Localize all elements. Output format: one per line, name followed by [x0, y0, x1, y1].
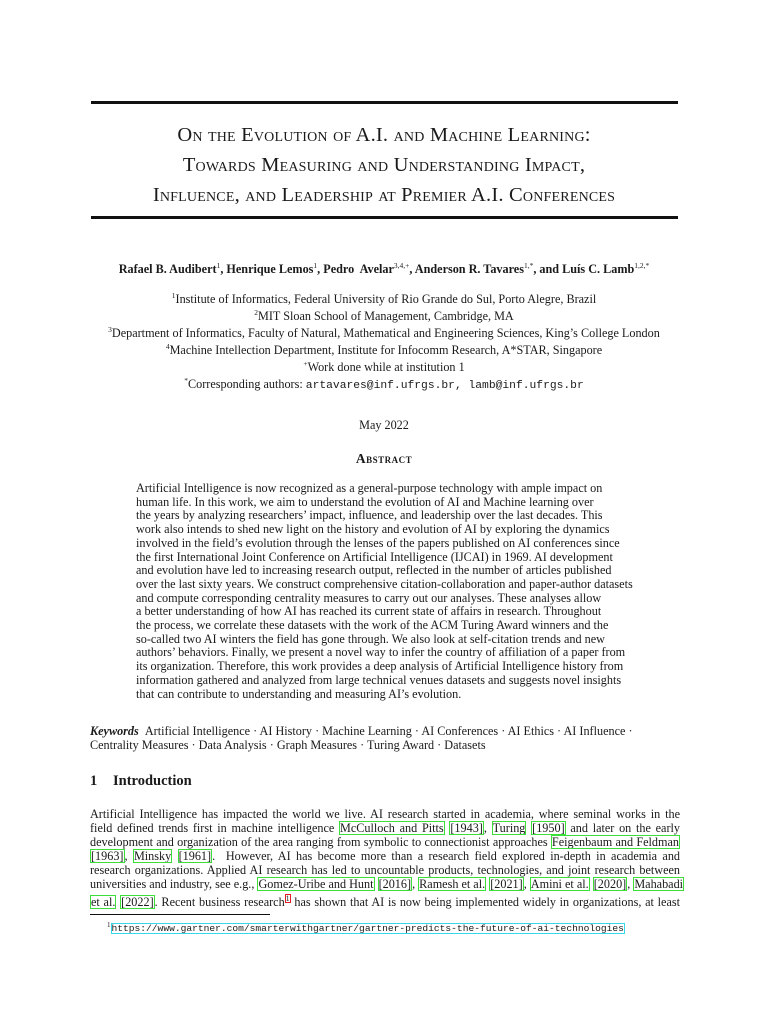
- affiliation-mark: 4: [165, 342, 170, 352]
- intro-line-text: [90, 849, 680, 863]
- text-run: ,: [523, 877, 530, 892]
- author-name: Luís C. Lamb: [562, 262, 635, 277]
- abstract-line: over the last sixty years. We construct comprehensive citation-collaboration and paper-author datasets: [136, 576, 633, 591]
- author-separator: ,: [317, 262, 324, 277]
- affiliation-mark: +: [303, 359, 308, 369]
- abstract-line: that can contribute to understanding and measuring AI’s evolution.: [136, 686, 462, 701]
- affiliation-text: MIT Sloan School of Management, Cambridge, MA: [258, 309, 514, 324]
- section-number: 1: [90, 773, 98, 789]
- footnote-url-link[interactable]: https://www.gartner.com/smarterwithgartner/gartner-predicts-the-future-of-ai-technologies: [111, 923, 624, 935]
- abstract-line: authors’ behaviors. Finally, we present a novel way to infer the country of affiliation of a paper from: [136, 645, 626, 660]
- citation-link[interactable]: [2022]: [121, 894, 154, 909]
- citation-link[interactable]: et al.: [91, 894, 116, 909]
- citation-link[interactable]: Turing: [492, 821, 526, 836]
- corresponding-authors: [40, 374, 728, 393]
- abstract-line: information gathered and analyzed from large technical venues datasets and suggests novel insights: [136, 672, 622, 687]
- author-affiliation-mark: 1,2,*: [634, 261, 650, 270]
- author-affiliation-mark: 1,*: [523, 261, 534, 270]
- intro-line: [90, 863, 680, 877]
- section-title: Introduction: [113, 773, 192, 789]
- abstract-line: a better understanding of how AI has reached its current state of affairs in research. Throughout: [136, 604, 602, 619]
- citation-link[interactable]: [1950]: [532, 821, 565, 836]
- abstract-line: human life. In this work, we aim to understand the evolution of AI and Machine learning over: [136, 494, 594, 509]
- title-bottom-rule: [91, 216, 678, 219]
- author-name: Henrique Lemos: [226, 262, 314, 277]
- intro-line-text: [90, 807, 680, 821]
- title-line: Towards Measuring and Understanding Impact,: [182, 154, 586, 176]
- keywords-block: [90, 724, 680, 752]
- text-run: ,: [412, 877, 419, 892]
- affiliation-line: [40, 340, 728, 357]
- author-separator: ,: [409, 262, 415, 277]
- abstract-line: Artificial Intelligence is now recognized as a general-purpose technology with ample impact on: [136, 481, 603, 495]
- text-run: [172, 849, 177, 863]
- author-affiliation-mark: 3,4,+: [393, 261, 410, 270]
- citation-link[interactable]: Ramesh et al.: [419, 877, 486, 892]
- author-separator: ,: [220, 262, 227, 277]
- citation-link[interactable]: McCulloch and Pitts: [340, 821, 444, 836]
- title-line: Influence, and Leadership at Premier A.I. Conferences: [152, 184, 616, 206]
- title-top-rule: [91, 101, 678, 104]
- affiliation-mark: 3: [108, 325, 112, 335]
- abstract-line: work also intends to shed new light on the history and evolution of AI by exploring the dynamics: [136, 522, 610, 537]
- citation-link[interactable]: [2020]: [593, 877, 627, 892]
- text-run: ,: [483, 821, 492, 836]
- author-separator: , and: [533, 262, 563, 277]
- citation-link[interactable]: [2016]: [378, 877, 412, 892]
- footnote-rule: [90, 914, 270, 915]
- title-line: On the Evolution of A.I. and Machine Learning:: [177, 124, 591, 146]
- citation-link[interactable]: Amini et al.: [530, 877, 589, 892]
- text-run: . However, AI has become more than a research field explored in-depth in academia and: [212, 849, 681, 864]
- abstract-line: the years by analyzing researchers’ impact, influence, and leadership over the last decades. This: [136, 508, 603, 523]
- intro-line: [90, 877, 684, 892]
- author-affiliation-mark: 1: [313, 261, 318, 270]
- citation-link[interactable]: [2021]: [490, 877, 523, 892]
- intro-line: [90, 849, 680, 863]
- abstract-line: so-called two AI winters the field has gone through. We also look at self-citation trends and new: [136, 631, 605, 646]
- keywords-line: [90, 724, 680, 738]
- intro-line-text: [90, 835, 680, 849]
- citation-link[interactable]: Minsky: [133, 849, 172, 864]
- corresponding-label: Corresponding authors:: [187, 377, 306, 392]
- affiliation-line: [40, 306, 728, 323]
- text-run: . Recent business research: [154, 894, 285, 909]
- intro-line: [90, 892, 680, 909]
- text-run: ,: [124, 849, 133, 864]
- affiliation-text: Work done while at institution 1: [307, 360, 465, 375]
- footnote: [107, 921, 625, 934]
- abstract-line: involved in the field’s evolution through the lenses of the papers published on AI conferences since: [136, 535, 620, 550]
- abstract-line: and evolution have led to increasing research output, reflected in the number of articles published: [136, 563, 612, 578]
- affiliation-line: [40, 289, 728, 306]
- text-run: research organizations. Applied AI research has led to uncountable products, technologies, and joint research between: [90, 863, 680, 878]
- abstract-line: the process, we correlate these datasets with the work of the ACM Turing Award winners and the: [136, 618, 609, 633]
- intro-line-text: [90, 821, 680, 835]
- text-run: universities and industry, see e.g.,: [90, 877, 258, 892]
- intro-line: [90, 835, 680, 849]
- text-run: Artificial Intelligence has impacted the world we live. AI research started in academia, where seminal works in the: [90, 807, 680, 821]
- author-list: [40, 261, 728, 277]
- publication-date: May 2022: [359, 418, 409, 432]
- paper-title: [60, 120, 708, 210]
- intro-line-text: [90, 863, 680, 877]
- corresponding-emails[interactable]: artavares@inf.ufrgs.br, lamb@inf.ufrgs.br: [305, 380, 584, 393]
- abstract-line: its organization. Therefore, this work provides a deep analysis of Artificial Intelligence history from: [136, 659, 624, 674]
- author-name: Anderson R. Tavares: [414, 262, 524, 277]
- affiliation-line: [40, 323, 728, 340]
- affiliation-text: Department of Informatics, Faculty of Natural, Mathematical and Engineering Sciences, King’s College London: [111, 326, 660, 341]
- keywords-text: Artificial Intelligence · AI History · Machine Learning · AI Conferences · AI Ethics · AI Influence ·: [144, 724, 633, 738]
- affiliation-mark: 1: [171, 291, 176, 300]
- abstract-line: and compute corresponding centrality measures to carry out our analyses. These analyses allow: [136, 590, 602, 605]
- author-affiliation-mark: 1: [216, 261, 221, 270]
- abstract-line: the first International Joint Conference on Artificial Intelligence (IJCAI) in 1969. AI development: [136, 549, 613, 564]
- text-run: development and organization of the area ranging from symbolic to connectionist approaches: [90, 835, 551, 850]
- intro-line-text: [90, 877, 684, 892]
- citation-link[interactable]: Feigenbaum and Feldman: [551, 835, 679, 850]
- citation-link[interactable]: [1963]: [91, 849, 124, 864]
- affiliation-text: Institute of Informatics, Federal University of Rio Grande do Sul, Porto Alegre, Brazil: [175, 292, 597, 307]
- intro-line: [90, 807, 680, 821]
- affiliation-mark: 2: [254, 308, 259, 318]
- text-run: field defined trends first in machine intelligence: [90, 821, 340, 836]
- section-heading: [90, 773, 192, 790]
- author-name: Pedro Avelar: [323, 262, 394, 277]
- keywords-line: Centrality Measures · Data Analysis · Graph Measures · Turing Award · Datasets: [90, 738, 486, 752]
- footnote-mark: 1: [107, 921, 111, 929]
- text-run: has shown that AI is now being implemented widely in organizations, at least: [290, 894, 681, 909]
- text-run: ,: [627, 877, 634, 892]
- affiliation-line: [40, 357, 728, 374]
- citation-link[interactable]: Mahabadi: [634, 877, 684, 892]
- author-name: Rafael B. Audibert: [118, 262, 217, 277]
- text-run: and later on the early: [565, 821, 680, 836]
- abstract-heading: Abstract: [355, 451, 413, 466]
- affiliation-mark: *: [184, 376, 188, 386]
- affiliations: [40, 289, 728, 393]
- abstract-body: [136, 482, 632, 701]
- affiliation-text: Machine Intellection Department, Institute for Infocomm Research, A*STAR, Singapore: [169, 343, 603, 358]
- citation-link[interactable]: [1961]: [178, 849, 212, 864]
- citation-link[interactable]: [1943]: [450, 821, 483, 836]
- intro-line: [90, 821, 680, 835]
- intro-line-text: [90, 892, 680, 909]
- keywords-label: Keywords: [90, 724, 139, 738]
- introduction-body: [90, 807, 684, 909]
- footnote-ref-link[interactable]: 1: [285, 893, 290, 903]
- citation-link[interactable]: Gomez-Uribe and Hunt: [258, 877, 374, 892]
